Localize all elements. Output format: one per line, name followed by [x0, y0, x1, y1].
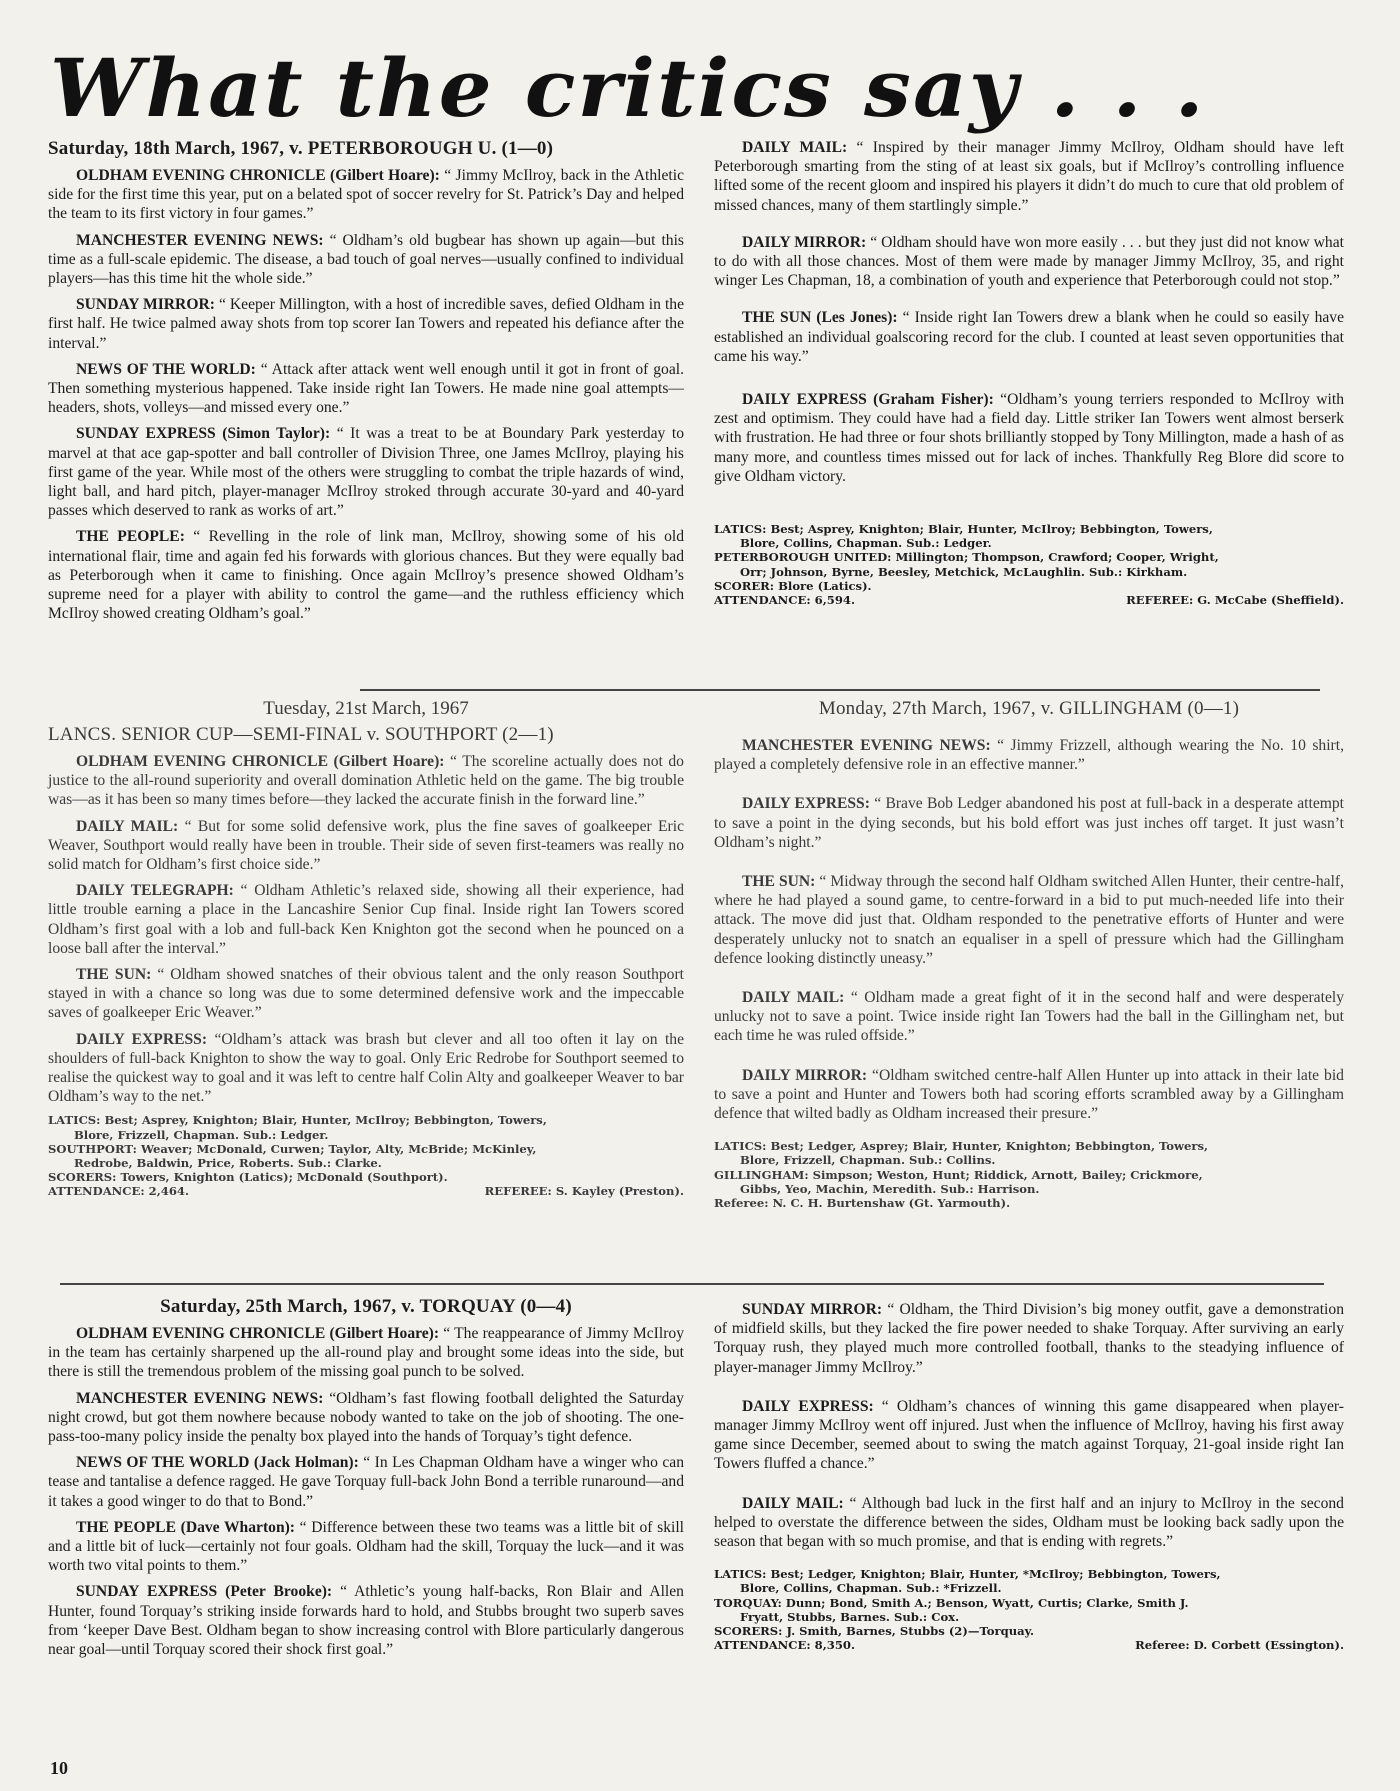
referee: REFEREE: S. Kayley (Preston).: [484, 1184, 684, 1199]
latics-lineup: LATICS: Best; Ledger, Asprey; Blair, Hunter, Knighton; Bebbington, Towers,: [714, 1139, 1209, 1154]
team-lineups: [714, 522, 1344, 607]
opponent-lineup-cont: Redrobe, Baldwin, Price, Roberts. Sub.: Clarke.: [74, 1156, 382, 1171]
review-text: “ Oldham, the Third Division’s big money outfit, gave a demonstration of midfield skills, but they lacked the fire power needed to shake Torquay. After surviving an early Torquay rush, they played much more controlled football, thanks to the steadying influence of player-manager Jimmy McIlroy.”: [714, 1301, 1344, 1376]
section-divider: [60, 1283, 1324, 1285]
review-text: “ The reappearance of Jimmy McIlroy in the team has certainly sharpened up the all-round play and brought some ideas into the side, but there is still the tremendous problem of the missing goal punch to be solved.: [48, 1325, 684, 1381]
review-text: “ Inspired by their manager Jimmy McIlroy, Oldham should have left Peterborough smarting from the sting of at least six goals, but if McIlroy’s controlling influence lifted some of the recent gloom and inspired his players it didn’t do much to cure that old problem of missed chances, many of them startlingly simple.”: [714, 139, 1344, 214]
page-title: What the critics say . . .: [50, 41, 1206, 135]
attendance: ATTENDANCE: 6,594.: [714, 593, 856, 608]
review-text: “ It was a treat to be at Boundary Park yesterday to marvel at that ace gap-spotter and ball controller of Division Three, one James McIlroy, playing his first game of the year. While most of the others were struggling to combat the triple hazards of wind, light ball, and hard pitch, player-manager McIlroy stroked through accurate 30-yard and 40-yard passes which deserved to rank as works of art.”: [48, 425, 684, 520]
review: [714, 390, 1344, 486]
review: [48, 295, 684, 353]
match-heading: Monday, 27th March, 1967, v. GILLINGHAM (0—1): [818, 698, 1240, 719]
match-heading: Saturday, 18th March, 1967, v. PETERBOROUGH U. (1—0): [48, 138, 554, 159]
review-text: “ Oldham Athletic’s relaxed side, showing all their experience, had little trouble earning a place in the Lancashire Senior Cup final. Inside right Ian Towers scored Oldham’s first goal with a lob and full-back Ken Knighton got the second when he pounced on a loose ball after the interval.”: [48, 882, 684, 957]
review: [714, 1397, 1344, 1474]
opponent-lineup: GILLINGHAM: Simpson; Weston, Hunt; Riddick, Arnott, Bailey; Crickmore,: [714, 1167, 1203, 1182]
review: [714, 138, 1344, 215]
review-source: THE SUN:: [742, 873, 816, 891]
match-report-peterborough-left: [48, 138, 684, 630]
review-source: SUNDAY EXPRESS (Peter Brooke):: [76, 1583, 333, 1601]
review-text: “ Brave Bob Ledger abandoned his post at full-back in a desperate attempt to save a point in the dying seconds, but his bold effort was just inches off target. It just wasn’t Oldham’s night.”: [714, 795, 1345, 851]
latics-lineup-cont: Blore, Collins, Chapman. Sub.: *Frizzell.: [740, 1581, 1002, 1596]
match-report-torquay-left: [48, 1296, 684, 1666]
review-text: “Oldham switched centre-half Allen Hunter up into attack in their late bid to save a point and Hunter and Towers both had scoring efforts scrambled away by a Gillingham defence that wilted badly as Oldham increased their presure.”: [714, 1066, 1344, 1123]
team-lineups: [714, 1567, 1344, 1652]
review-text: “Oldham’s fast flowing football delighted the Saturday night crowd, but got them nowhere because nobody wanted to take on the job of shooting. The one-pass-too-many policy inside the penalty box played into the hands of Torquay’s tight defence.: [48, 1389, 684, 1446]
review: [714, 794, 1344, 852]
opponent-lineup-cont: Fryatt, Stubbs, Barnes. Sub.: Cox.: [740, 1609, 960, 1624]
review-text: “ Revelling in the role of link man, McIlroy, showing some of his old international flair, time and again fed his forwards with glorious chances. But they were equally bad as Peterborough when it came to finishing. Once again McIlroy’s presence showed Oldham’s supreme need for a player with ability to control the game—and the ruthless efficiency which McIlroy showed creating Oldham’s goal.”: [48, 528, 684, 623]
review-text: “ Oldham showed snatches of their obvious talent and the only reason Southport stayed in with a chance so long was due to some determined defensive work and the impeccable saves of goalkeeper Eric Weaver.”: [48, 966, 685, 1022]
review: [48, 166, 684, 224]
match-report-peterborough-right: [714, 138, 1344, 607]
match-report-gillingham: [714, 698, 1344, 1210]
review: [48, 965, 684, 1023]
review-text: “ Oldham’s chances of winning this game disappeared when player-manager Jimmy McIlroy went off injured. Just when the influence of McIlroy, having his first away game since December, seemed about to swing the match against Torquay, 21-goal inside right Ian Towers fluffed a chance.”: [714, 1397, 1344, 1473]
review-source: DAILY EXPRESS (Graham Fisher):: [742, 391, 994, 409]
review: [714, 1494, 1344, 1552]
referee: Referee: N. C. H. Burtenshaw (Gt. Yarmouth).: [714, 1196, 1011, 1211]
review: [48, 752, 684, 810]
referee: REFEREE: G. McCabe (Sheffield).: [1126, 593, 1344, 608]
review: [714, 736, 1344, 774]
review-text: “ Oldham made a great fight of it in the second half and were desperately unlucky not to save a point. Twice inside right Ian Towers had the ball in the Gillingham net, but each time he was ruled offside.”: [714, 989, 1344, 1045]
review-source: NEWS OF THE WORLD:: [76, 360, 256, 378]
review-source: DAILY TELEGRAPH:: [76, 882, 234, 900]
review-source: MANCHESTER EVENING NEWS:: [76, 1389, 324, 1407]
review-source: SUNDAY MIRROR:: [76, 296, 215, 314]
section-divider: [360, 689, 1320, 691]
review: [48, 1518, 684, 1576]
review-source: DAILY MAIL:: [742, 989, 845, 1007]
review-source: NEWS OF THE WORLD (Jack Holman):: [76, 1454, 359, 1472]
scorers-line: SCORERS: J. Smith, Barnes, Stubbs (2)—Torquay.: [714, 1624, 1035, 1639]
review-source: SUNDAY EXPRESS (Simon Taylor):: [76, 425, 331, 443]
opponent-lineup: SOUTHPORT: Weaver; McDonald, Curwen; Taylor, Alty, McBride; McKinley,: [48, 1141, 537, 1156]
review: [714, 872, 1344, 968]
review-source: SUNDAY MIRROR:: [742, 1301, 883, 1318]
review-text: “ Difference between these two teams was a little bit of skill and a little bit of luck—certainly not four goals. Oldham had the skill, Torquay the luck—and it was worth two vital points to them.”: [48, 1518, 685, 1575]
scorers-line: SCORER: Blore (Latics).: [714, 578, 872, 593]
review-text: “ Attack after attack went well enough until it got in front of goal. Then something mysterious happened. Take inside right Ian Towers. He made nine goal attempts—headers, shots, volleys—and missed every one.”: [48, 360, 684, 417]
review-source: THE SUN (Les Jones):: [742, 309, 898, 327]
review-text: “ In Les Chapman Oldham have a winger who can tease and tantalise a defence ragged. He gave Torquay full-back John Bond a terrible runaround—and it takes a good winger to do that to Bond.”: [48, 1454, 684, 1510]
review-source: OLDHAM EVENING CHRONICLE (Gilbert Hoare):: [76, 1325, 440, 1342]
review: [48, 1324, 684, 1382]
review: [48, 1030, 684, 1107]
review: [714, 1300, 1344, 1377]
attendance: ATTENDANCE: 8,350.: [714, 1638, 856, 1653]
match-heading: Saturday, 25th March, 1967, v. TORQUAY (0—4): [160, 1296, 572, 1317]
review-source: DAILY EXPRESS:: [742, 795, 870, 813]
review: [48, 1389, 684, 1447]
match-report-southport: [48, 698, 684, 1199]
latics-lineup: LATICS: Best; Asprey, Knighton; Blair, Hunter, McIlroy; Bebbington, Towers,: [48, 1113, 547, 1128]
review-text: “ Although bad luck in the first half and an injury to McIlroy in the second helped to overstate the difference between the sides, Oldham must be looking back sadly upon the season that began with so much promise, and that is ending with regrets.”: [714, 1494, 1344, 1551]
page-number: 10: [50, 1758, 68, 1778]
review-source: DAILY MIRROR:: [742, 1066, 868, 1084]
team-lineups: [48, 1113, 684, 1198]
review-text: “ Athletic’s young half-backs, Ron Blair and Allen Hunter, found Torquay’s striking inside forwards hard to hold, and Stubbs brought two superb saves from ‘keeper Dave Best. Oldham began to show increasing control with Blore particularly dangerous near goal—until Torquay scored their shock first goal.”: [48, 1583, 684, 1659]
latics-lineup-cont: Blore, Frizzell, Chapman. Sub.: Collins.: [740, 1153, 996, 1168]
review-text: “Oldham’s attack was brash but clever and all too often it lay on the shoulders of full-back Knighton to show the way to goal. Only Eric Redrobe for Southport seemed to realise the quickest way to goal and it was left to centre half Colin Alty and goalkeeper Weaver to bar Oldham’s way to the net.”: [48, 1030, 684, 1106]
review-text: “ Inside right Ian Towers drew a blank when he could so easily have established an individual goalscoring record for the club. I counted at least seven opportunities that came his way.”: [714, 309, 1345, 365]
review-source: OLDHAM EVENING CHRONICLE (Gilbert Hoare):: [76, 167, 440, 184]
review-text: “ Midway through the second half Oldham switched Allen Hunter, their centre-half, where he had played a sound game, to centre-forward in a bid to put much-needed life into their attack. The move did just that. Oldham responded to the penetrative efforts of Hunter and were desperately unlucky not to snatch an equaliser in a spell of pressure which had the Gillingham defence looking distinctly uneasy.”: [714, 873, 1344, 967]
review: [714, 233, 1344, 291]
review: [48, 527, 684, 623]
opponent-lineup-cont: Gibbs, Yeo, Machin, Meredith. Sub.: Harrison.: [740, 1181, 1040, 1196]
review: [48, 360, 684, 418]
review-source: DAILY MAIL:: [76, 817, 179, 835]
review-source: DAILY EXPRESS:: [742, 1397, 874, 1415]
review-source: DAILY MAIL:: [742, 1494, 844, 1512]
review-source: MANCHESTER EVENING NEWS:: [76, 231, 324, 249]
review-source: MANCHESTER EVENING NEWS:: [742, 737, 991, 754]
review: [48, 1453, 684, 1511]
review-source: DAILY MIRROR:: [742, 233, 867, 251]
review: [48, 424, 684, 520]
review-text: “ Keeper Millington, with a host of incredible saves, defied Oldham in the first half. He twice palmed away shots from top scorer Ian Towers and repeated his defiance after the interval.”: [48, 296, 684, 352]
match-heading: LANCS. SENIOR CUP—SEMI-FINAL v. SOUTHPORT (2—1): [48, 724, 554, 745]
team-lineups: [714, 1139, 1344, 1210]
latics-lineup-cont: Blore, Collins, Chapman. Sub.: Ledger.: [740, 536, 992, 551]
scorers-line: SCORERS: Towers, Knighton (Latics); McDonald (Southport).: [48, 1170, 448, 1185]
review: [48, 1582, 684, 1659]
review-source: THE PEOPLE:: [76, 528, 185, 546]
review-text: “ Jimmy Frizzell, although wearing the No. 10 shirt, played a completely defensive role in an effective manner.”: [714, 737, 1344, 774]
match-report-torquay-right: [714, 1300, 1344, 1652]
review-text: “ Jimmy McIlroy, back in the Athletic side for the first time this year, put on a belated spot of soccer revelry for St. Patrick’s Day and helped the team to its first victory in four games.”: [48, 167, 684, 223]
match-date: Tuesday, 21st March, 1967: [263, 698, 469, 719]
review-text: “ Oldham’s old bugbear has shown up again—but this time as a full-scale epidemic. The disease, a bad touch of goal nerves—usually confined to individual players—has this time hit the whole side.”: [48, 231, 684, 288]
review-text: “ But for some solid defensive work, plus the fine saves of goalkeeper Eric Weaver, Southport would really have been in trouble. Their side of seven first-teamers was really no solid match for Oldham’s first choice side.”: [48, 817, 684, 874]
review-text: “ The scoreline actually does not do justice to the all-round superiority and overall domination Athletic held on the game. The big trouble was—as it has been so many times before—they lacked the accurate finish in the forward line.”: [48, 753, 684, 809]
review: [48, 231, 684, 289]
review: [714, 988, 1344, 1046]
review-text: “ Oldham should have won more easily . . . but they just did not know what to do with all those chances. Most of them were made by manager Jimmy McIlroy, 35, and right winger Les Chapman, 18, a combination of youth and experience that Peterborough could not stop.”: [714, 233, 1344, 290]
attendance: ATTENDANCE: 2,464.: [48, 1184, 190, 1199]
review-source: DAILY EXPRESS:: [76, 1030, 208, 1048]
review: [714, 1066, 1344, 1124]
review: [48, 881, 684, 958]
review-source: THE PEOPLE (Dave Wharton):: [76, 1518, 296, 1536]
review-source: DAILY MAIL:: [742, 139, 848, 156]
review: [714, 308, 1344, 366]
review: [48, 817, 684, 875]
review-text: “Oldham’s young terriers responded to McIlroy with zest and optimism. They could have had a field day. Little striker Ian Towers went almost berserk with frustration. He had three or four shots brilliantly stopped by Tony Millington, made a hash of as many more, and countless times missed out for lack of inches. Thankfully Reg Blore did score to give Oldham victory.: [714, 391, 1344, 485]
latics-lineup: LATICS: Best; Ledger, Knighton; Blair, Hunter, *McIlroy; Bebbington, Towers,: [714, 1567, 1221, 1582]
review-source: THE SUN:: [76, 966, 152, 984]
latics-lineup: LATICS: Best; Asprey, Knighton; Blair, Hunter, McIlroy; Bebbington, Towers,: [714, 522, 1213, 537]
opponent-lineup: PETERBOROUGH UNITED: Millington; Thompson, Crawford; Cooper, Wright,: [714, 550, 1219, 565]
opponent-lineup: TORQUAY: Dunn; Bond, Smith A.; Benson, Wyatt, Curtis; Clarke, Smith J.: [714, 1595, 1189, 1610]
referee: Referee: D. Corbett (Essington).: [1135, 1638, 1344, 1653]
review-source: OLDHAM EVENING CHRONICLE (Gilbert Hoare):: [76, 753, 445, 770]
latics-lineup-cont: Blore, Frizzell, Chapman. Sub.: Ledger.: [74, 1127, 329, 1142]
opponent-lineup-cont: Orr; Johnson, Byrne, Beesley, Metchick, McLaughlin. Sub.: Kirkham.: [740, 564, 1188, 579]
